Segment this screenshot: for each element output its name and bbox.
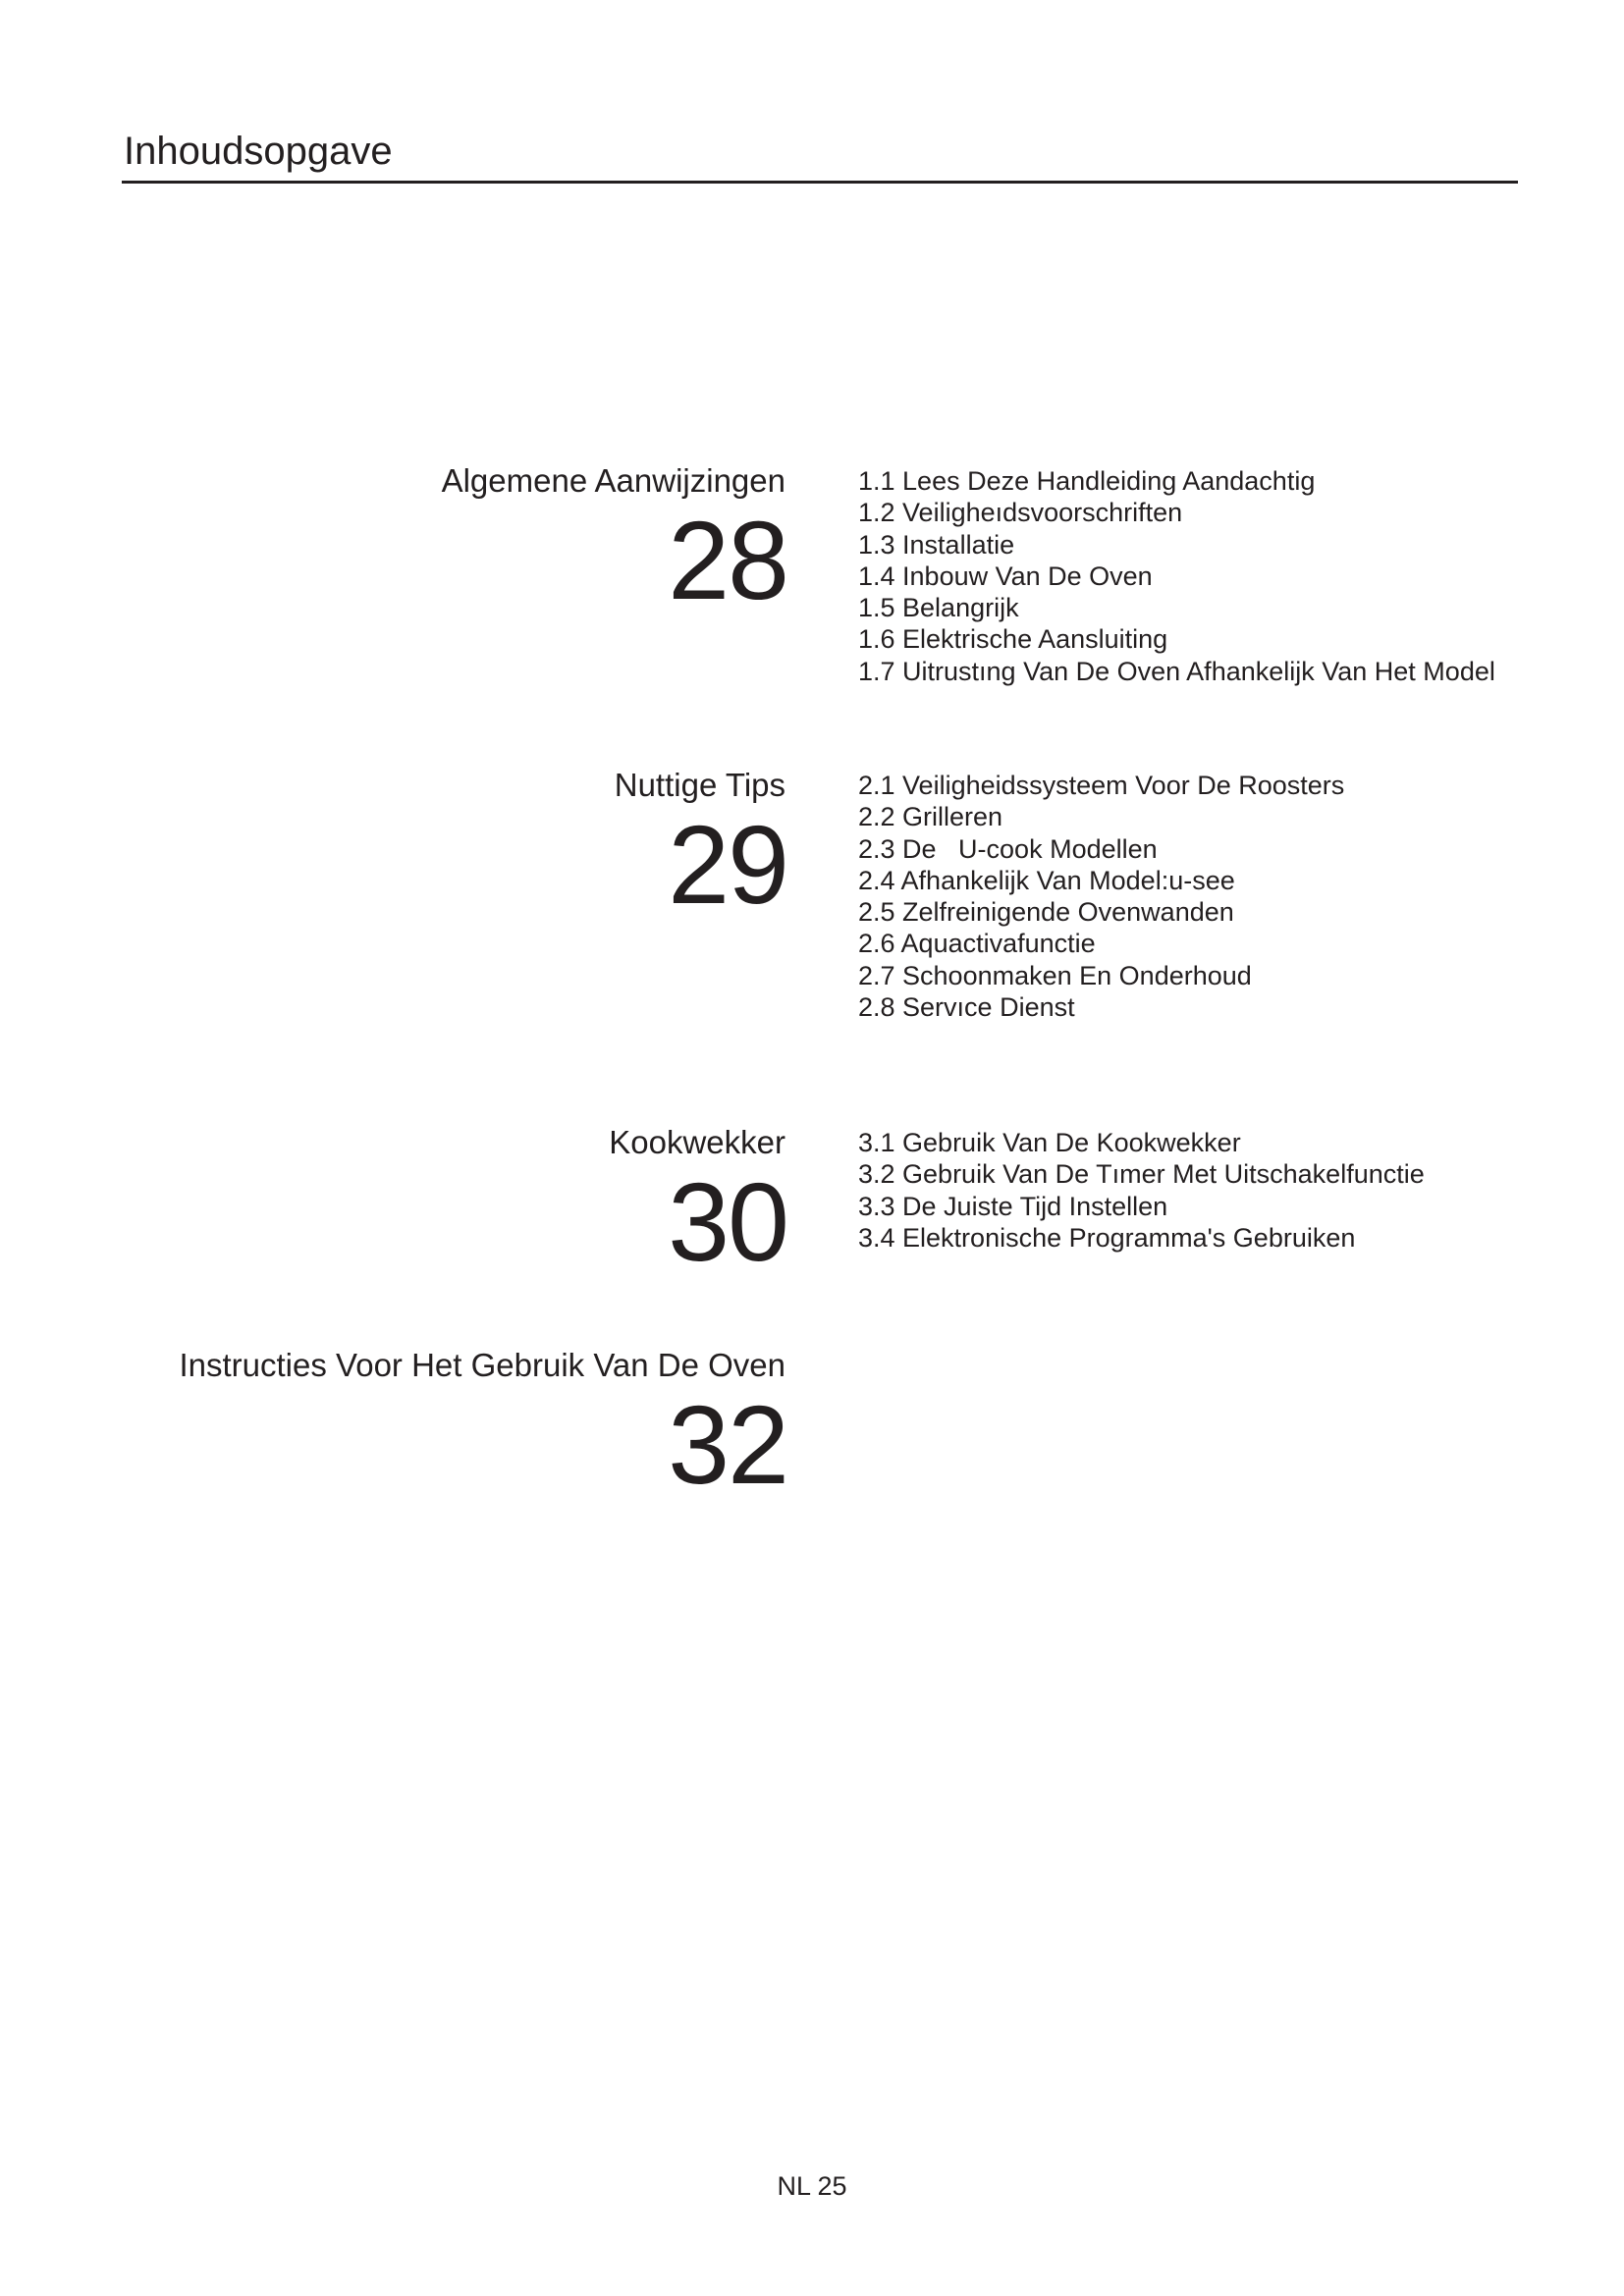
section-heading[interactable]: Kookwekker	[609, 1124, 785, 1160]
section-page-number: 32	[668, 1383, 787, 1507]
toc-entry[interactable]: 2.1 Veiligheidssysteem Voor De Roosters	[858, 771, 1345, 800]
section-page-number: 30	[668, 1160, 787, 1284]
section-page-number: 28	[668, 499, 787, 622]
toc-entry[interactable]: 1.5 Belangrijk	[858, 593, 1019, 623]
toc-entry[interactable]: 2.4 Afhankelijk Van Model:u-see	[858, 865, 1235, 895]
toc-entry[interactable]: 1.4 Inbouw Van De Oven	[858, 561, 1153, 591]
toc-entry[interactable]: 2.3 De U-cook Modellen	[858, 833, 1158, 864]
section-entries	[858, 1127, 1425, 1254]
toc-entry[interactable]: 2.6 Aquactivafunctie	[858, 929, 1096, 959]
toc-entry[interactable]: 3.3 De Juiste Tijd Instellen	[858, 1191, 1168, 1221]
section-entries	[858, 770, 1344, 1023]
toc-entry[interactable]: 2.5 Zelfreinigende Ovenwanden	[858, 897, 1234, 928]
section-heading[interactable]: Algemene Aanwijzingen	[441, 462, 785, 499]
section-heading-block	[98, 766, 787, 927]
toc-entry[interactable]: 3.4 Elektronische Programma's Gebruiken	[858, 1222, 1356, 1253]
section-heading[interactable]: Nuttige Tips	[614, 767, 785, 803]
section-entries	[858, 465, 1495, 687]
toc-entry[interactable]: 1.3 Installatie	[858, 529, 1015, 560]
section-heading-block	[98, 1346, 787, 1507]
toc-entry[interactable]: 2.2 Grilleren	[858, 802, 1003, 832]
toc-entry[interactable]: 1.1 Lees Deze Handleiding Aandachtig	[858, 466, 1316, 496]
page-title: Inhoudsopgave	[124, 130, 393, 173]
section-heading-block	[98, 461, 787, 622]
toc-entry[interactable]: 3.2 Gebruik Van De Tımer Met Uitschakelfunctie	[858, 1159, 1425, 1190]
section-heading[interactable]: Instructies Voor Het Gebruik Van De Oven	[179, 1347, 785, 1383]
toc-entry[interactable]: 1.2 Veiligheıdsvoorschriften	[858, 498, 1183, 528]
toc-entry[interactable]: 2.7 Schoonmaken En Onderhoud	[858, 960, 1252, 990]
page-footer: NL 25	[777, 2171, 847, 2201]
section-page-number: 29	[668, 803, 787, 927]
title-underline	[122, 181, 1518, 184]
toc-entry[interactable]: 2.8 Servıce Dienst	[858, 992, 1075, 1023]
toc-entry[interactable]: 1.7 Uitrustıng Van De Oven Afhankelijk Van Het Model	[858, 656, 1495, 686]
toc-entry[interactable]: 3.1 Gebruik Van De Kookwekker	[858, 1128, 1241, 1157]
section-heading-block	[98, 1123, 787, 1284]
toc-entry[interactable]: 1.6 Elektrische Aansluiting	[858, 624, 1168, 655]
